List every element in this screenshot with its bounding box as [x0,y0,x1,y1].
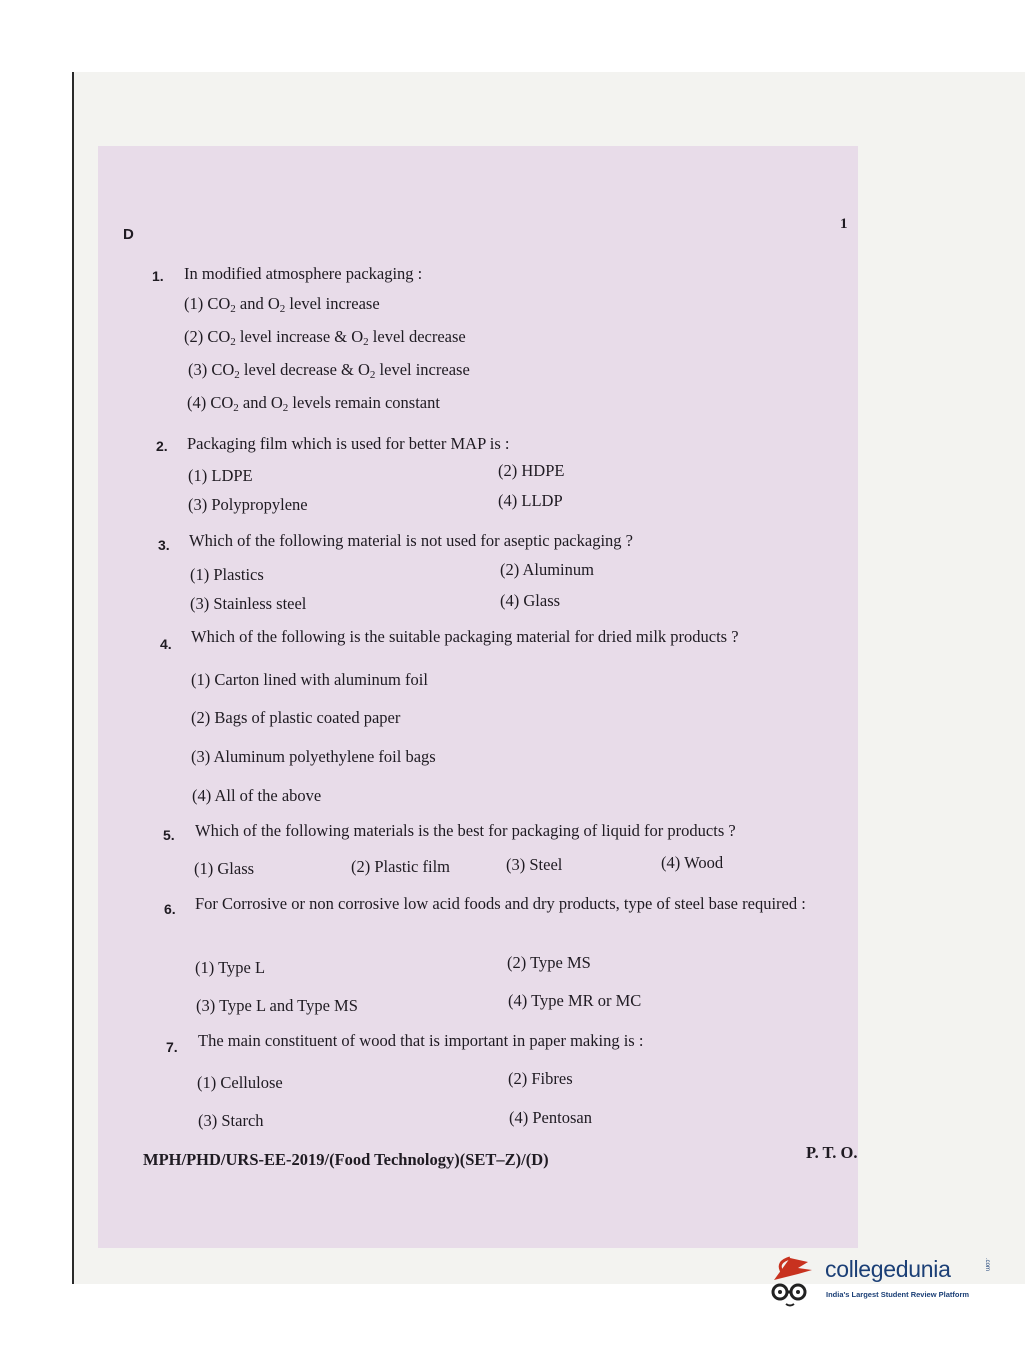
option-1: (1) LDPE [188,466,253,485]
option-1: (1) Type L [195,958,266,977]
set-letter: D [123,226,134,243]
option-3: (3) Aluminum polyethylene foil bags [191,747,436,766]
option-3: (3) Starch [198,1111,264,1130]
option-3: (3) Stainless steel [190,594,307,613]
question-text: The main constituent of wood that is important in paper making is : [198,1031,644,1050]
option-4: (4) LLDP [498,491,563,510]
option-4: (4) Glass [500,591,561,610]
question-text: Which of the following is the suitable packaging material for dried milk products ? [191,627,739,646]
option-4: (4) $CO_2$ and $O_2$ levels remain constant [187,393,440,414]
brand-suffix: .com [984,1258,990,1272]
question-text: Which of the following materials is the best for packaging of liquid for products ? [195,821,736,840]
option-1: (1) Glass [194,859,255,878]
option-4: (4) Type MR or MC [508,991,642,1010]
question-number: 7. [166,1039,178,1055]
option-4: (4) All of the above [192,786,322,805]
question-number: 5. [163,827,175,843]
collegedunia-logo [768,1250,998,1310]
question-number: 3. [158,537,170,553]
option-3: (3) $CO_2$ level decrease & $O_2$ level increase [188,360,470,381]
option-3: (3) Polypropylene [188,495,308,514]
option-3: (3) Steel [506,855,563,874]
question-number: 2. [156,438,168,454]
option-2: (2) Fibres [508,1069,573,1088]
option-2: (2) HDPE [498,461,565,480]
option-4: (4) Pentosan [509,1108,592,1127]
question-text: In modified atmosphere packaging : [184,264,423,283]
option-2: (2) Type MS [507,953,591,972]
page-number: 1 [840,216,848,232]
option-2: (2) Plastic film [351,857,450,876]
question-number: 6. [164,901,176,917]
option-2: (2) $CO_2$ level increase & $O_2$ level decrease [184,327,466,348]
exam-code: MPH/PHD/URS-EE-2019/(Food Technology)(SET–Z)/(D) [143,1150,549,1169]
mascot-icon [768,1250,824,1310]
question-text: Which of the following material is not used for aseptic packaging ? [189,531,633,550]
question-number: 4. [160,636,172,652]
please-turn-over: P. T. O. [806,1143,858,1162]
option-1: (1) Plastics [190,565,264,584]
question-text: For Corrosive or non corrosive low acid foods and dry products, type of steel base required : [195,894,806,913]
option-3: (3) Type L and Type MS [196,996,358,1015]
option-1: (1) Carton lined with aluminum foil [191,670,428,689]
question-text: Packaging film which is used for better MAP is : [187,434,510,453]
option-2: (2) Bags of plastic coated paper [191,708,401,727]
brand-tagline: India's Largest Student Review Platform [826,1290,970,1299]
option-1: (1) Cellulose [197,1073,283,1092]
brand-name: collegedunia [825,1256,951,1282]
option-1: (1) $CO_2$ and $O_2$ level increase [184,294,380,315]
option-2: (2) Aluminum [500,560,594,579]
question-number: 1. [152,268,164,284]
option-4: (4) Wood [661,853,724,872]
